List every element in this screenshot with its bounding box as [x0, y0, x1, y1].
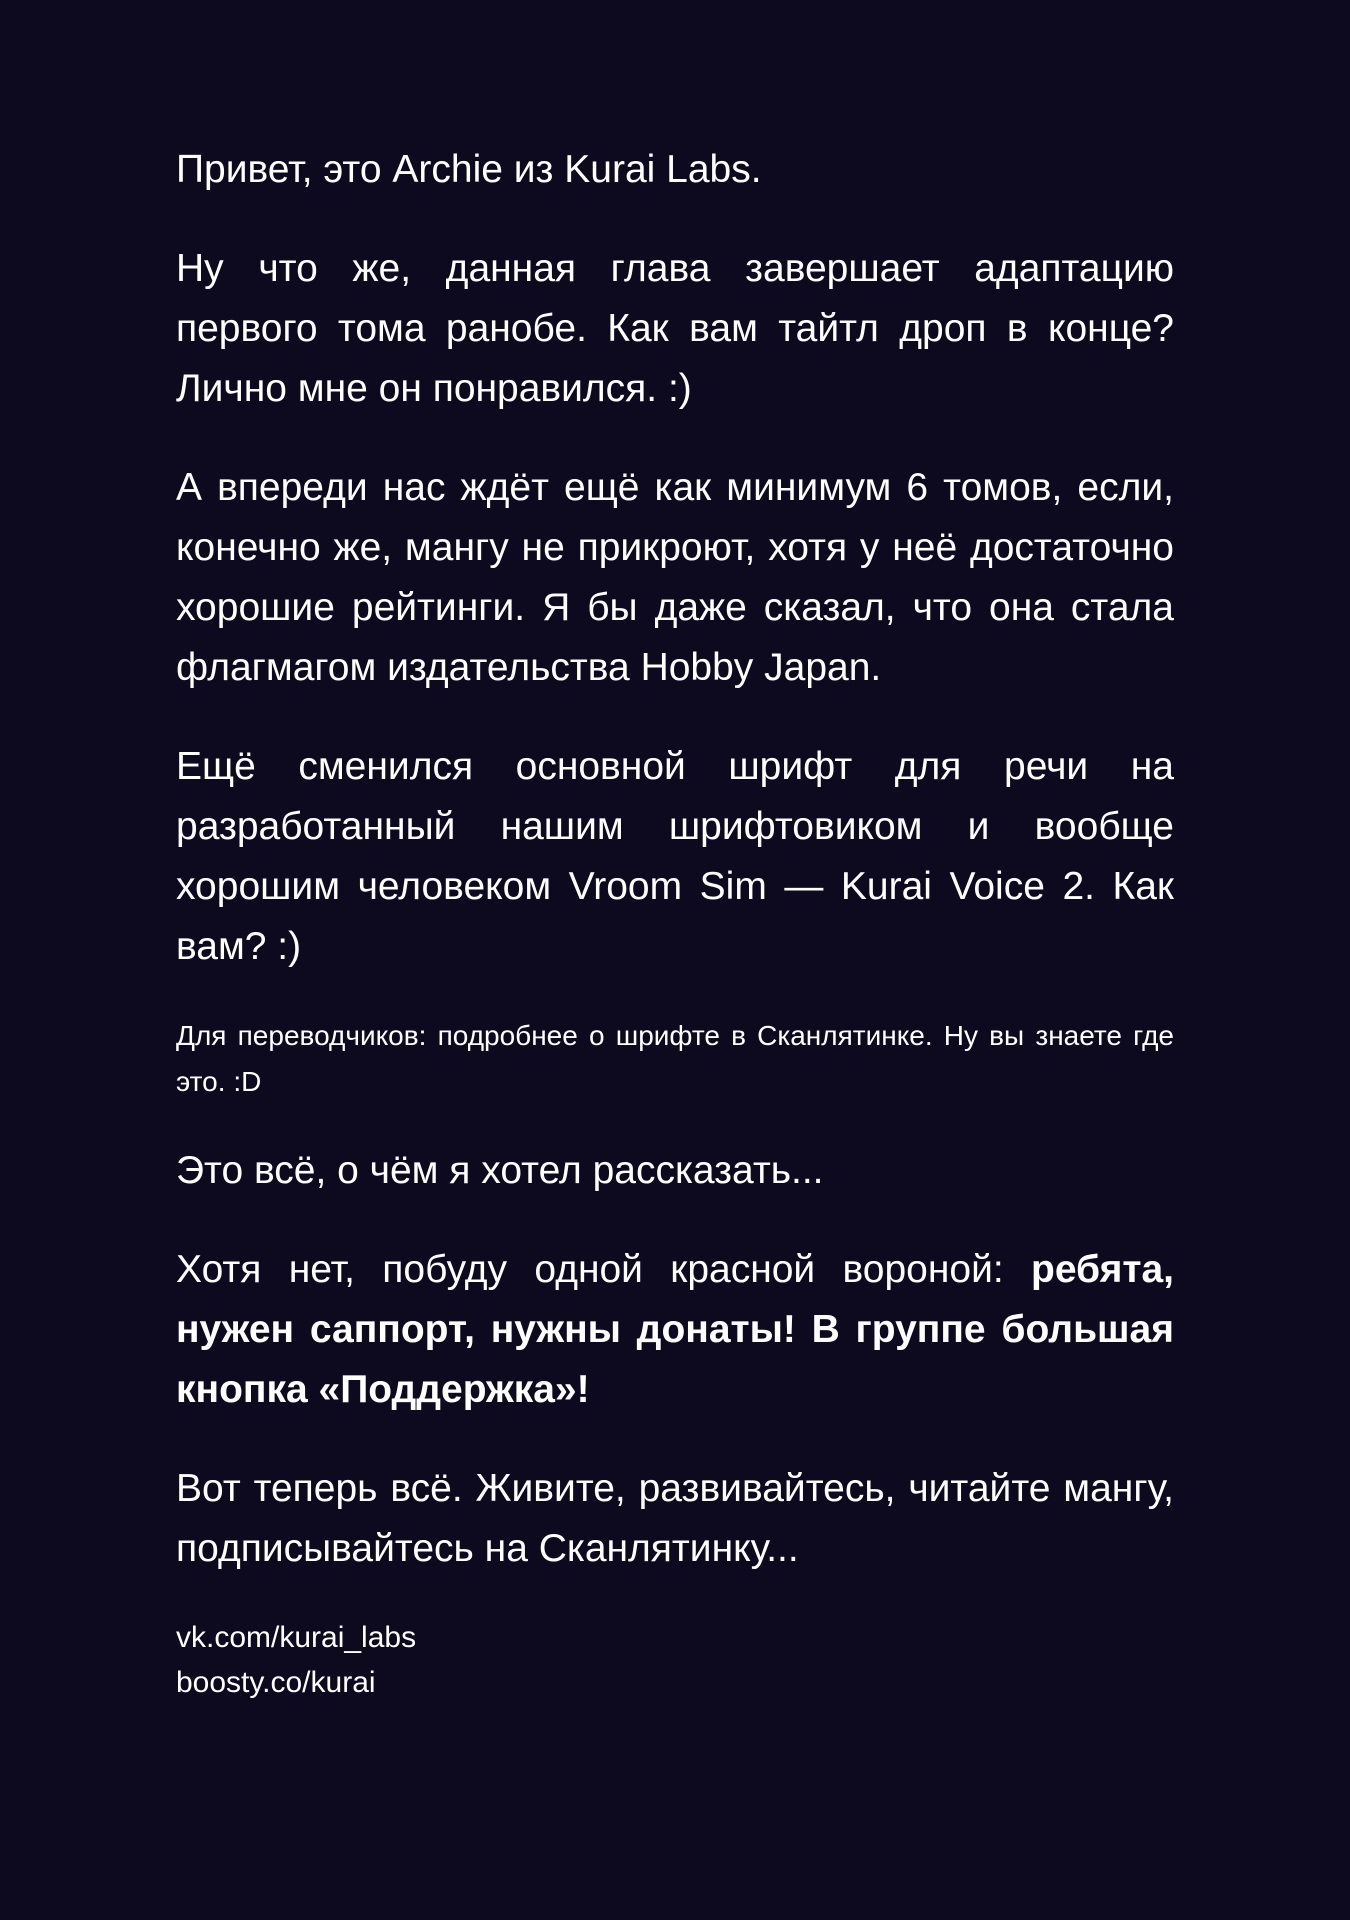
afterword-page: [176, 140, 1174, 1705]
boosty-link[interactable]: boosty.co/kurai: [176, 1666, 376, 1699]
greeting-paragraph: Привет, это Archie из Kurai Labs.: [176, 148, 762, 191]
paragraph-future-volumes: А впереди нас ждёт ещё как минимум 6 томов, если, конечно же, мангу не прикроют, хотя у неё достаточно хорошие рейтинги. Я бы даже сказал, что она стала флагмагом издательства Hobby Japan.: [176, 466, 1174, 689]
links-block: [176, 1615, 1174, 1705]
vk-link[interactable]: vk.com/kurai_labs: [176, 1621, 417, 1654]
paragraph-farewell: Вот теперь всё. Живите, развивайтесь, читайте мангу, подписывайтесь на Сканлятинку...: [176, 1467, 1174, 1570]
paragraph-font-change: Ещё сменился основной шрифт для речи на разработанный нашим шрифтовиком и вообще хорошим человеком Vroom Sim — Kurai Voice 2. Как вам? :): [176, 745, 1174, 968]
paragraph-chapter-end: Ну что же, данная глава завершает адаптацию первого тома ранобе. Как вам тайтл дроп в конце? Лично мне он понравился. :): [176, 247, 1174, 410]
paragraph-support-appeal: [176, 1240, 1174, 1420]
translator-note: Для переводчиков: подробнее о шрифте в Сканлятинке. Ну вы знаете где это. :D: [176, 1020, 1174, 1097]
paragraph-that-is-all: Это всё, о чём я хотел рассказать...: [176, 1149, 824, 1192]
support-appeal-regular: Хотя нет, побуду одной красной вороной:: [176, 1248, 1032, 1291]
support-appeal-bold: ребята, нужен саппорт, нужны донаты! В группе большая кнопка «Поддержка»!: [176, 1248, 1174, 1411]
